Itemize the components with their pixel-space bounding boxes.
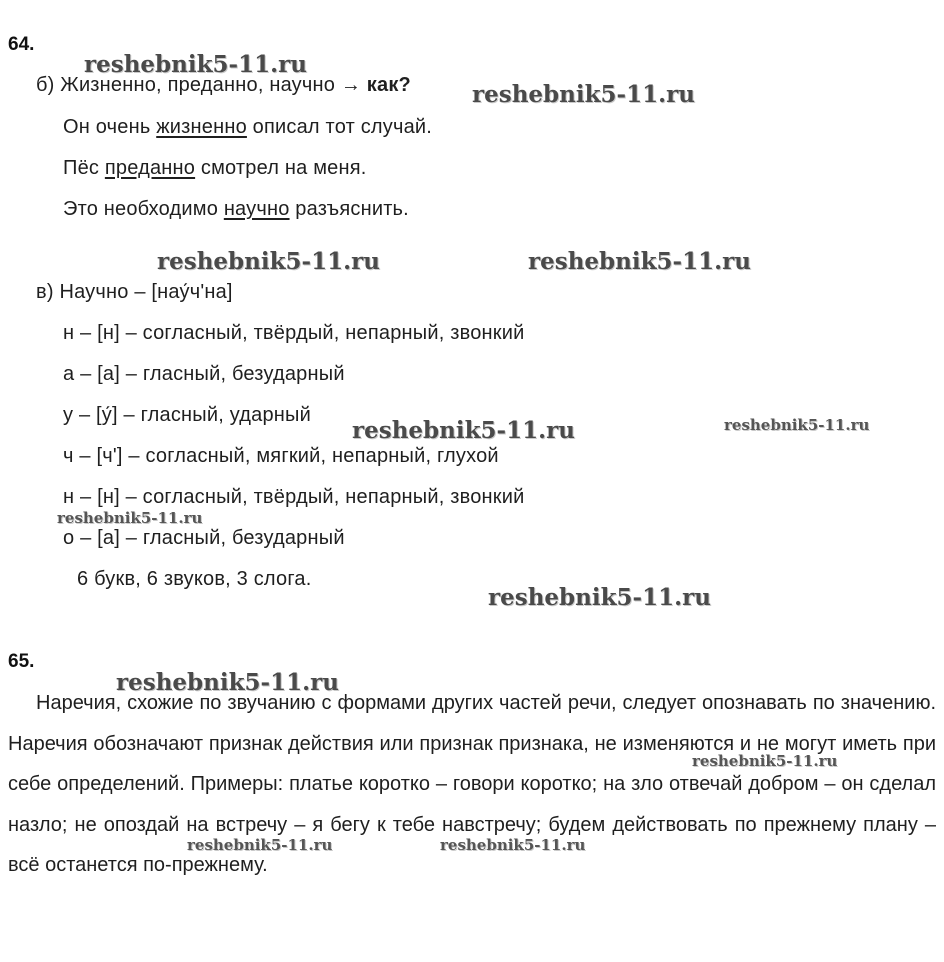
watermark: reshebnik5-11.ru bbox=[528, 248, 751, 275]
underlined-adverb: научно bbox=[223, 198, 290, 220]
watermark: reshebnik5-11.ru bbox=[187, 836, 333, 854]
watermark: reshebnik5-11.ru bbox=[724, 416, 870, 434]
sentence-text: смотрел на меня. bbox=[195, 157, 367, 179]
example-sentence-2 bbox=[63, 157, 367, 180]
watermark: reshebnik5-11.ru bbox=[488, 584, 711, 611]
phonetic-line: о – [а] – гласный, безударный bbox=[63, 527, 345, 549]
watermark: reshebnik5-11.ru bbox=[352, 417, 575, 444]
sentence-text: описал тот случай. bbox=[246, 116, 433, 138]
phonetic-line: а – [а] – гласный, безударный bbox=[63, 363, 345, 385]
watermark: reshebnik5-11.ru bbox=[692, 752, 838, 770]
watermark: reshebnik5-11.ru bbox=[116, 669, 339, 696]
phonetic-line: у – [у́] – гласный, ударный bbox=[63, 404, 311, 426]
sentence-text: разъяснить. bbox=[289, 198, 409, 220]
phonetic-line: ч – [ч'] – согласный, мягкий, непарный, глухой bbox=[63, 445, 499, 467]
watermark: reshebnik5-11.ru bbox=[84, 51, 307, 78]
watermark: reshebnik5-11.ru bbox=[157, 248, 380, 275]
watermark: reshebnik5-11.ru bbox=[440, 836, 586, 854]
example-sentence-3 bbox=[63, 198, 409, 221]
watermark: reshebnik5-11.ru bbox=[472, 81, 695, 108]
exercise-number-64: 64. bbox=[8, 34, 35, 55]
exercise-65-paragraph: Наречия, схожие по звучанию с формами других частей речи, следует опознавать по значению. Наречия обозначают признак действия или признак признака, не изменяются и не могут иметь при себе определений. Примеры: платье коротко – говори коротко; на зло отвечай добром – он сделал назло; не опоздай на встречу – я бегу к тебе навстречу; будем действовать по прежнему плану – всё останется по-прежнему. bbox=[8, 692, 936, 876]
phonetic-line: н – [н] – согласный, твёрдый, непарный, звонкий bbox=[63, 322, 525, 344]
sentence-text: Он очень bbox=[63, 116, 157, 138]
section-b-words: б) Жизненно, преданно, научно → bbox=[36, 74, 367, 96]
phonetic-line: н – [н] – согласный, твёрдый, непарный, звонкий bbox=[63, 486, 525, 508]
underlined-adverb: жизненно bbox=[156, 116, 247, 138]
watermark: reshebnik5-11.ru bbox=[57, 509, 203, 527]
question-how: как? bbox=[366, 74, 411, 96]
sentence-text: Пёс bbox=[63, 157, 105, 179]
section-v-heading: в) Научно – [нау́ч'на] bbox=[36, 281, 233, 303]
sentence-text: Это необходимо bbox=[63, 198, 224, 220]
exercise-number-65: 65. bbox=[8, 651, 35, 672]
example-sentence-1 bbox=[63, 116, 432, 139]
summary-line: 6 букв, 6 звуков, 3 слога. bbox=[77, 568, 312, 590]
underlined-adverb: преданно bbox=[104, 157, 196, 179]
